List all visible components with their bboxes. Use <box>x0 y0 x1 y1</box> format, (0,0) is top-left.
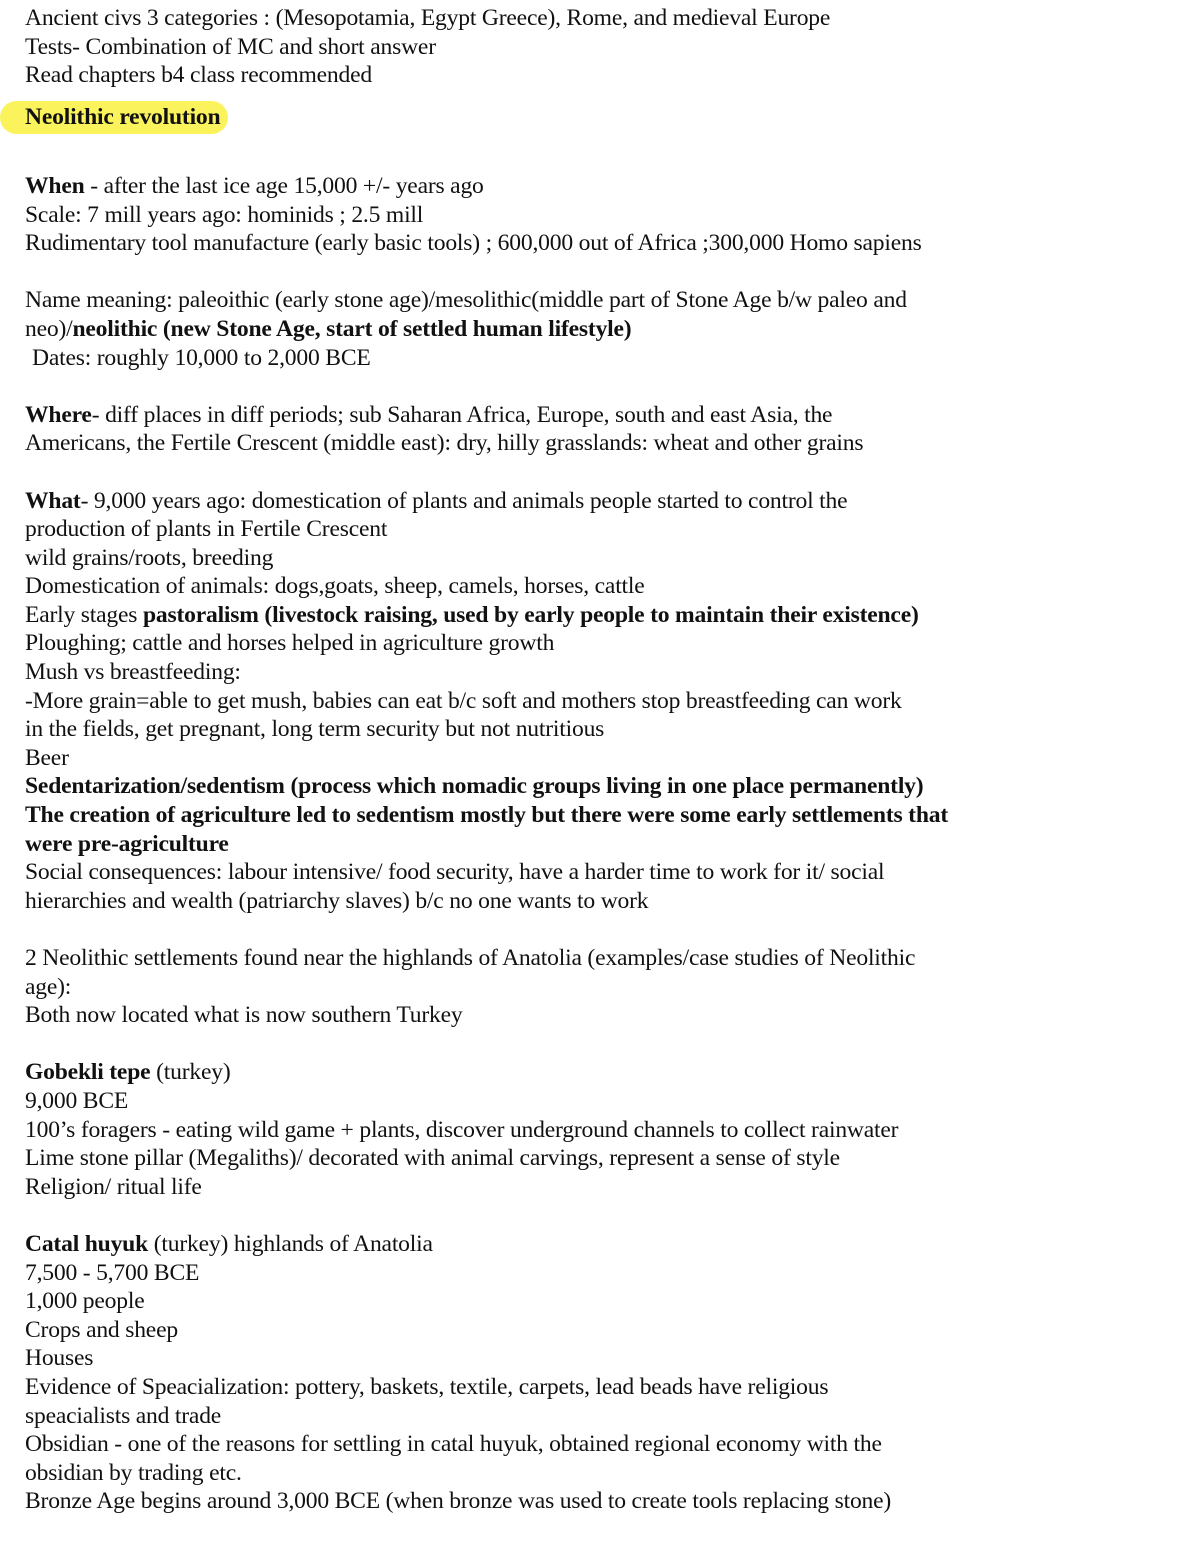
gobekli-line: Religion/ ritual life <box>25 1173 202 1200</box>
name-line: Dates: roughly 10,000 to 2,000 BCE <box>32 344 371 371</box>
what-line-bold: Sedentarization/sedentism (process which nomadic groups living in one place permanently) <box>25 773 924 800</box>
name-line: Name meaning: paleoithic (early stone age)/mesolithic(middle part of Stone Age b/w paleo and <box>25 287 907 314</box>
gobekli-line: 9,000 BCE <box>25 1087 129 1114</box>
catal-line: Crops and sheep <box>25 1316 178 1343</box>
what-line: Early stages pastoralism (livestock raising, used by early people to maintain their existence) <box>25 601 919 628</box>
what-line: Social consequences: labour intensive/ food security, have a harder time to work for it/ social <box>25 859 885 886</box>
what-line: -More grain=able to get mush, babies can eat b/c soft and mothers stop breastfeeding can work <box>25 687 902 714</box>
gobekli-line: Lime stone pillar (Megaliths)/ decorated with animal carvings, represent a sense of style <box>25 1145 840 1172</box>
what-line: production of plants in Fertile Crescent <box>25 516 388 543</box>
gobekli-line: Gobekli tepe (turkey) <box>25 1059 231 1086</box>
settlements-line: 2 Neolithic settlements found near the highlands of Anatolia (examples/case studies of Neolithic <box>25 945 916 971</box>
what-line-bold: The creation of agriculture led to sedentism mostly but there were some early settlements that <box>25 802 949 829</box>
settlements-line: Both now located what is now southern Turkey <box>25 1002 463 1029</box>
catal-line: Bronze Age begins around 3,000 BCE (when bronze was used to create tools replacing stone) <box>25 1488 892 1515</box>
when-line: Rudimentary tool manufacture (early basic tools) ; 600,000 out of Africa ;300,000 Homo sapiens <box>25 230 922 257</box>
what-line: Domestication of animals: dogs,goats, sheep, camels, horses, cattle <box>25 573 645 600</box>
catal-line: obsidian by trading etc. <box>25 1459 242 1486</box>
gobekli-line: 100’s foragers - eating wild game + plants, discover underground channels to collect rainwater <box>25 1116 899 1143</box>
where-label: Where <box>25 401 92 428</box>
section-heading: Neolithic revolution <box>0 101 228 135</box>
when-label: When <box>25 172 85 199</box>
when-line: Scale: 7 mill years ago: hominids ; 2.5 mill <box>25 201 424 228</box>
what-line: Beer <box>25 744 69 771</box>
what-line: What- 9,000 years ago: domestication of plants and animals people started to control the <box>25 487 848 514</box>
catal-line: 7,500 - 5,700 BCE <box>25 1259 200 1286</box>
catal-line: Catal huyuk (turkey) highlands of Anatolia <box>25 1230 433 1257</box>
what-line: Mush vs breastfeeding: <box>25 659 241 686</box>
catal-line: Houses <box>25 1345 94 1372</box>
catal-line: speacialists and trade <box>25 1402 222 1429</box>
where-line: Where- diff places in diff periods; sub Saharan Africa, Europe, south and east Asia, the <box>25 401 833 428</box>
catal-line: 1,000 people <box>25 1288 145 1315</box>
catal-line: Evidence of Speacialization: pottery, baskets, textile, carpets, lead beads have religious <box>25 1373 829 1400</box>
catal-label: Catal huyuk <box>25 1230 149 1257</box>
intro-line: Tests- Combination of MC and short answer <box>25 33 436 60</box>
what-line: hierarchies and wealth (patriarchy slaves) b/c no one wants to work <box>25 887 649 914</box>
what-label: What <box>25 487 81 514</box>
intro-line: Ancient civs 3 categories : (Mesopotamia, Egypt Greece), Rome, and medieval Europe <box>25 5 831 31</box>
where-line: Americans, the Fertile Crescent (middle east): dry, hilly grasslands: wheat and other grains <box>25 430 864 457</box>
what-line-bold: were pre-agriculture <box>25 830 229 857</box>
what-line: in the fields, get pregnant, long term security but not nutritious <box>25 716 605 743</box>
settlements-line: age): <box>25 973 72 1000</box>
what-line: Ploughing; cattle and horses helped in agriculture growth <box>25 630 555 657</box>
name-line: neo)/neolithic (new Stone Age, start of settled human lifestyle) <box>25 315 632 342</box>
what-line: wild grains/roots, breeding <box>25 544 274 571</box>
gobekli-label: Gobekli tepe <box>25 1059 151 1086</box>
intro-line: Read chapters b4 class recommended <box>25 62 372 89</box>
notes-body <box>25 4 1175 1516</box>
when-line: When - after the last ice age 15,000 +/- years ago <box>25 172 484 199</box>
catal-line: Obsidian - one of the reasons for settling in catal huyuk, obtained regional economy with the <box>25 1431 882 1458</box>
